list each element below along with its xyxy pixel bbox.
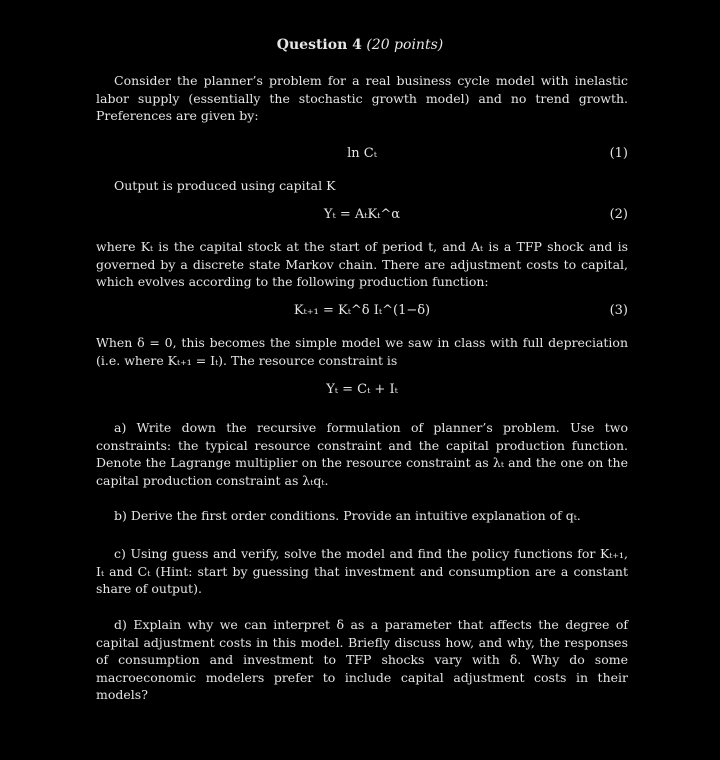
equation-2-number: (2) [609, 207, 628, 222]
equation-1 [96, 146, 628, 166]
output-paragraph: Output is produced using capital K [114, 178, 336, 193]
equation-1-math: ln Cₜ [347, 146, 377, 161]
equation-4-math: Yₜ = Cₜ + Iₜ [326, 382, 398, 397]
equation-3-math: Kₜ₊₁ = Kₜ^δ Iₜ^(1−δ) [293, 303, 431, 318]
equation-4 [96, 382, 628, 402]
equation-3-number: (3) [609, 303, 628, 318]
equation-1-number: (1) [609, 146, 628, 161]
part-b-paragraph: b) Derive the first order conditions. Provide an intuitive explanation of qₜ. [114, 508, 581, 523]
capital-description-paragraph: where Kₜ is the capital stock at the start of period t, and Aₜ is a TFP shock and is governed by a discrete state Markov chain. There are adjustment costs to capital, which evolves according to the following production function: [96, 239, 628, 289]
intro-paragraph: Consider the planner’s problem for a real business cycle model with inelastic labor supply (essentially the stochastic growth model) and no trend growth. Preferences are given by: [96, 73, 628, 123]
part-c-paragraph: c) Using guess and verify, solve the model and find the policy functions for Kₜ₊₁, Iₜ and Cₜ (Hint: start by guessing that investment and consumption are a constant share of output). [96, 546, 628, 596]
equation-3 [96, 303, 628, 323]
part-a-paragraph: a) Write down the recursive formulation of planner’s problem. Use two constraints: the typical resource constraint and the capital production function. Denote the Lagrange multiplier on the resource constraint as λₜ and the one on the capital production constraint as λₜqₜ. [96, 420, 628, 488]
part-d-paragraph: d) Explain why we can interpret δ as a parameter that affects the degree of capital adjustment costs in this model. Briefly discuss how, and why, the responses of consumption and investment to TFP shocks vary with δ. Why do some macroeconomic modelers prefer to include capital adjustment costs in their models? [96, 617, 628, 702]
question-label: Question 4 [276, 37, 362, 53]
question-title [0, 37, 720, 53]
equation-2 [96, 207, 628, 227]
equation-2-math: Yₜ = AₜKₜ^α [323, 207, 401, 222]
question-points: (20 points) [366, 37, 444, 53]
delta-zero-paragraph: When δ = 0, this becomes the simple model we saw in class with full depreciation (i.e. where Kₜ₊₁ = Iₜ). The resource constraint is [96, 335, 628, 368]
